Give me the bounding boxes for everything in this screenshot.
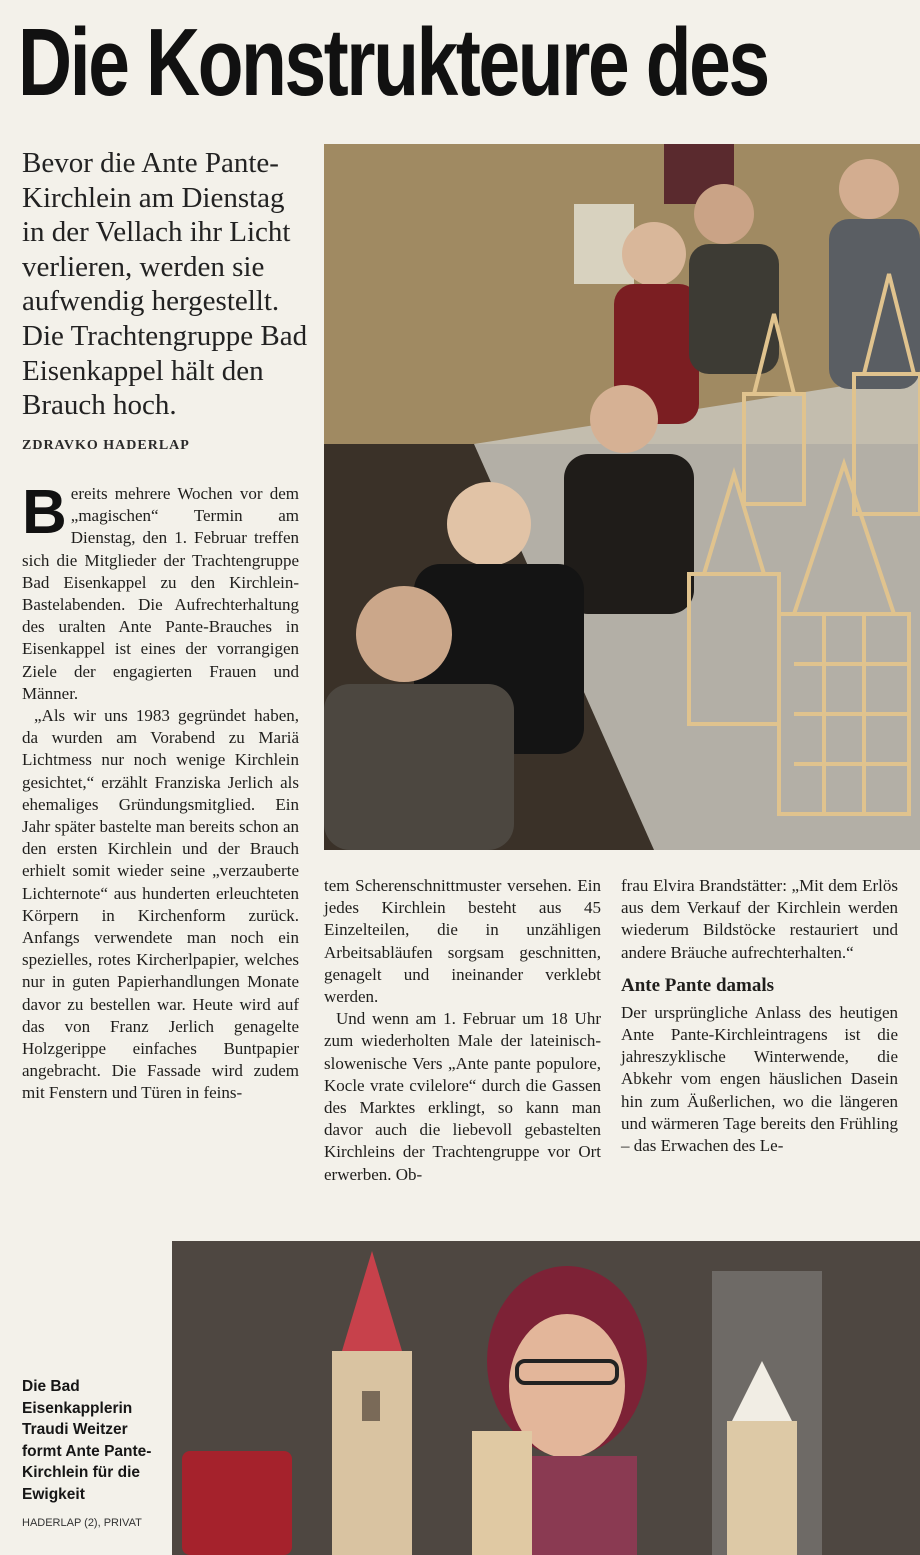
- photo-caption: Die Bad Eisenkapplerin Traudi Weitzer formt Ante Pante-Kirchlein für die Ewigkeit: [22, 1378, 152, 1503]
- column2-paragraph-2: Und wenn am 1. Februar um 18 Uhr zum wiederholten Male der lateinisch-slowenische Vers „Ante pante populore, Kocle vrate cvilelore“ durch die Gassen des Marktes erklingt, so kann man davor auch die liebevoll gebastelten Kirchleins der Trachtengruppe vor Ort erwerben. Ob-: [324, 1009, 601, 1184]
- drop-cap: B: [22, 478, 67, 547]
- subheading: Ante Pante damals: [621, 974, 775, 996]
- article-column-1: [22, 478, 299, 1105]
- article-column-2: [324, 875, 601, 1186]
- photo-group-crafting: [324, 144, 920, 850]
- column3-paragraph-1: frau Elvira Brandstätter: „Mit dem Erlös aus dem Verkauf der Kirchlein werden wiederum Bildstöcke restauriert und andere Bräuche aufrechterhalten.“: [621, 876, 898, 962]
- photo-credit: HADERLAP (2), PRIVAT: [22, 1517, 142, 1529]
- photo-traudi-weitzer-illustration: [172, 1241, 920, 1555]
- photo-group-crafting-illustration: [324, 144, 920, 850]
- column3-paragraph-2: Der ursprüngliche Anlass des heutigen Ante Pante-Kirchleintragens ist die jahreszyklische Winterwende, die Abkehr vom engen häuslichen Dasein hin zum Äußerlichen, wo die längeren und wärmeren Tage bereits den Frühling – das Erwachen des Le-: [621, 1002, 898, 1156]
- article-column-3: [621, 875, 898, 1157]
- column1-paragraph-1: ereits mehrere Wochen vor dem „magischen“ Termin am Dienstag, den 1. Februar treffen sich die Mitglieder der Trachtengruppe Bad Eisenkappel zu den Kirchlein-Bastelabenden. Die Aufrechterhaltung des uralten Ante Pante-Brauches in Eisenkappel ist eines der vorrangigen Ziele der engagierten Frauen und Männer.: [22, 484, 299, 703]
- lead-paragraph: Bevor die Ante Pante-Kirchlein am Dienstag in der Vellach ihr Licht verlieren, werden sie aufwendig hergestellt. Die Trachtengruppe Bad Eisenkappel hält den Brauch hoch.: [22, 147, 308, 422]
- headline: Die Konstrukteure des: [18, 9, 768, 116]
- byline: ZDRAVKO HADERLAP: [22, 438, 190, 453]
- photo-traudi-weitzer: [172, 1241, 920, 1555]
- column2-paragraph-1: tem Scherenschnittmuster versehen. Ein jedes Kirchlein besteht aus 45 Einzelteilen, die in unzähligen Arbeitsabläufen sorgsam geschnitten, genagelt und ineinander verklebt werden.: [324, 876, 601, 1007]
- column1-paragraph-2: „Als wir uns 1983 gegründet haben, da wurden am Vorabend zu Mariä Lichtmess nur noch wenige Kirchlein gesichtet,“ erzählt Franziska Jerlich als ehemaliges Gründungsmitglied. Ein Jahr später bastelte man bereits schon an den ersten Kirchlein und der Brauch erhielt somit wieder seine „verzauberte Lichternote“ aus hunderten erleuchteten Körpern in Kirchenform zurück. Anfangs verwendete man noch ein spezielles, rotes Kircherlpapier, welches nur in guten Papierhandlungen Monate davor zu bestellen war. Heute wird auf das von Franz Jerlich genagelte Holzgerippe einfaches Buntpapier angebracht. Die Fassade wird zudem mit Fenstern und Türen in feins-: [22, 706, 299, 1103]
